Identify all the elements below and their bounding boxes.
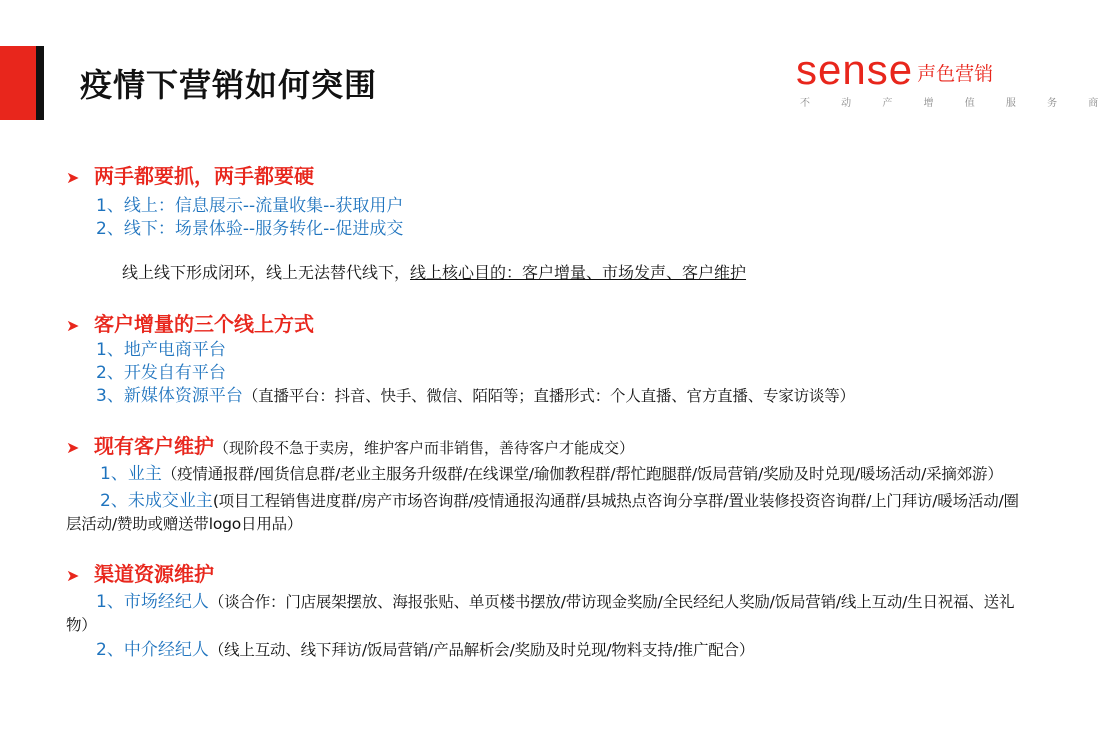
list-item: 2、线下：场景体验--服务转化--促进成交	[96, 219, 404, 239]
logo-cn: 声色营销	[917, 63, 994, 85]
section-heading: ➤ 两手都要抓，两手都要硬	[66, 164, 314, 188]
list-item: 2、中介经纪人（线上互动、线下拜访/饭局营销/产品解析会/奖励及时兑现/物料支持/推广配合）	[96, 640, 755, 660]
list-item: 1、地产电商平台	[96, 340, 226, 360]
arrow-bullet-icon: ➤	[66, 168, 80, 187]
list-item: 1、市场经纪人（谈合作：门店展架摆放、海报张贴、单页楼书摆放/带访现金奖励/全民经纪人奖励/饭局营销/线上互动/生日祝福、送礼物）	[66, 592, 1015, 634]
summary-line: 线上线下形成闭环，线上无法替代线下，线上核心目的：客户增量、市场发声、客户维护	[122, 263, 747, 282]
brand-logo	[796, 46, 1112, 109]
section-heading: ➤ 渠道资源维护	[66, 562, 214, 586]
accent-bar	[0, 46, 36, 120]
section-heading: ➤ 现有客户维护 （现阶段不急于卖房，维护客户而非销售，善待客户才能成交）	[66, 434, 635, 458]
logo-brand: sense	[796, 46, 914, 93]
accent-line	[36, 46, 44, 120]
list-item: 2、开发自有平台	[96, 363, 226, 383]
arrow-bullet-icon: ➤	[66, 566, 80, 585]
content-body	[66, 160, 1026, 662]
list-item: 1、线上：信息展示--流量收集--获取用户	[96, 196, 404, 216]
section-heading: ➤ 客户增量的三个线上方式	[66, 312, 314, 336]
list-item: 3、新媒体资源平台（直播平台：抖音、快手、微信、陌陌等；直播形式：个人直播、官方直播、专家访谈等）	[96, 386, 855, 406]
logo-tagline: 不 动 产 增 值 服 务 商	[800, 98, 1112, 109]
list-item: 2、未成交业主(项目工程销售进度群/房产市场咨询群/疫情通报沟通群/县城热点咨询分享群/置业装修投资咨询群/上门拜访/暖场活动/圈层活动/赞助或赠送带logo日用品）	[66, 491, 1019, 533]
page-title: 疫情下营销如何突围	[80, 66, 378, 104]
list-item: 1、业主（疫情通报群/囤货信息群/老业主服务升级群/在线课堂/瑜伽教程群/帮忙跑腿群/饭局营销/奖励及时兑现/暖场活动/采摘郊游）	[100, 464, 1003, 484]
summary-underlined: 线上核心目的：客户增量、市场发声、客户维护	[410, 263, 747, 282]
arrow-bullet-icon: ➤	[66, 438, 80, 457]
arrow-bullet-icon: ➤	[66, 316, 80, 335]
